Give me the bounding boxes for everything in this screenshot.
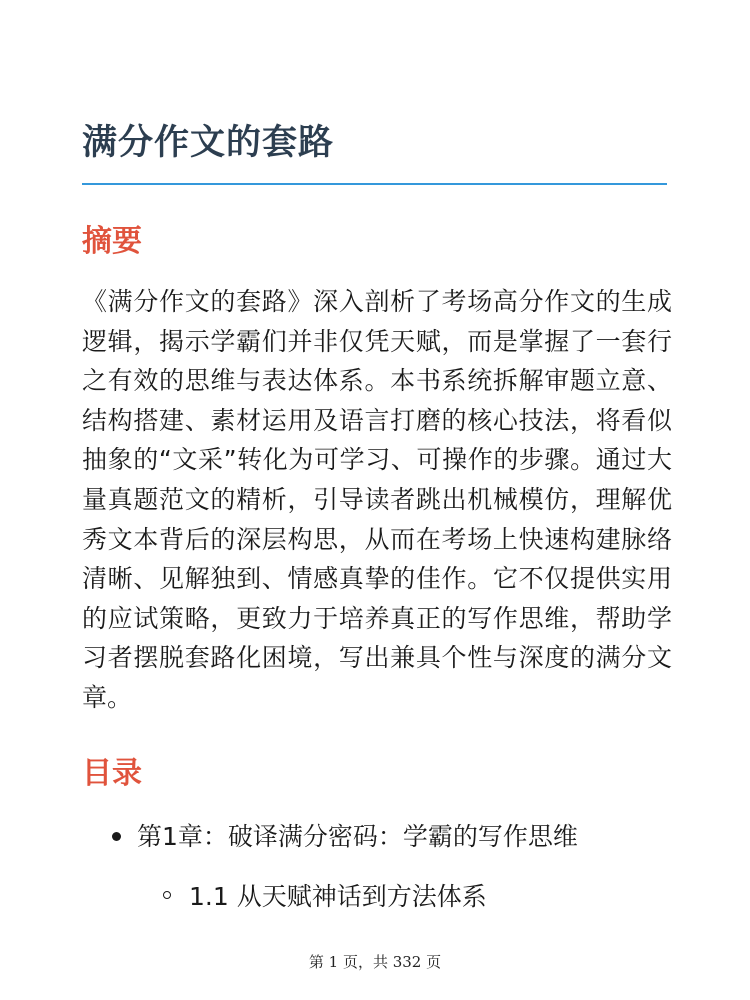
title-divider	[82, 183, 667, 185]
filled-bullet-icon	[112, 832, 121, 841]
toc-chapter-label: 第1章：破译满分密码：学霸的写作思维	[137, 822, 578, 851]
toc-section-1-1[interactable]	[82, 872, 672, 922]
document-title: 满分作文的套路	[82, 123, 335, 163]
abstract-heading: 摘要	[82, 224, 142, 259]
toc-heading: 目录	[82, 756, 142, 791]
toc-section-label: 1.1 从天赋神话到方法体系	[189, 882, 487, 911]
page-number-footer: 第 1 页，共 332 页	[308, 953, 442, 971]
abstract-body: 《满分作文的套路》深入剖析了考场高分作文的生成逻辑，揭示学霸们并非仅凭天赋，而是掌握了一套行之有效的思维与表达体系。本书系统拆解审题立意、结构搭建、素材运用及语言打磨的核心技法，将看似抽象的“文采”转化为可学习、可操作的步骤。通过大量真题范文的精析，引导读者跳出机械模仿，理解优秀文本背后的深层构思，从而在考场上快速构建脉络清晰、见解独到、情感真挚的佳作。它不仅提供实用的应试策略，更致力于培养真正的写作思维，帮助学习者摆脱套路化困境，写出兼具个性与深度的满分文章。	[82, 287, 672, 712]
toc-list	[82, 812, 672, 922]
hollow-bullet-icon	[163, 891, 171, 899]
toc-chapter-1[interactable]	[82, 812, 672, 862]
